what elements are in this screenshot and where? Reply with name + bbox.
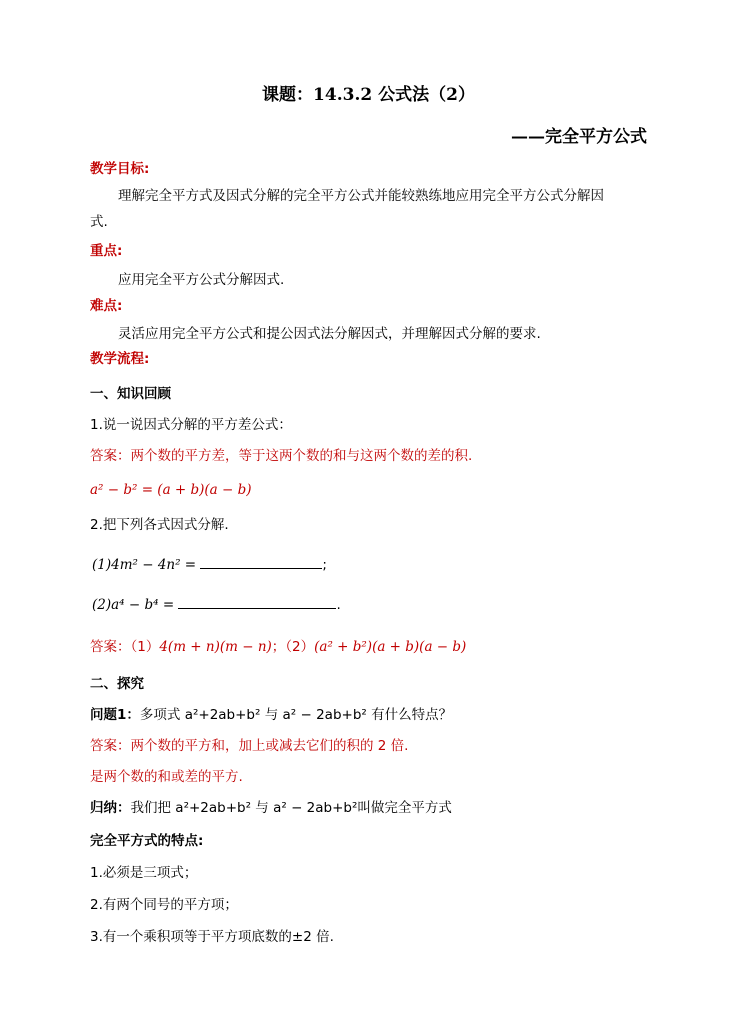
problem-1-label: 问题1： [90,707,140,723]
key-point-heading: 重点: [90,243,123,259]
feature-2: 2.有两个同号的平方项； [90,897,238,913]
features-heading: 完全平方式的特点: [90,833,204,849]
summary-label: 归纳： [90,800,131,816]
answer-2-part-1: 4(m + n)(m − n) [159,639,272,655]
goals-heading: 教学目标: [90,161,150,177]
answer-2-separator: ；（2） [271,639,315,655]
goals-text-line1: 理解完全平方式及因式分解的完全平方公式并能较熟练地应用完全平方公式分解因 [118,188,604,204]
answer-1-formula: a² − b² = (a + b)(a − b) [90,482,252,498]
page-subtitle: ——完全平方公式 [511,127,647,147]
process-heading: 教学流程: [90,351,150,367]
problem-1 [90,706,452,724]
summary [90,799,452,817]
answer-1: 答案：两个数的平方差，等于这两个数的和与这两个数的差的积. [90,448,473,464]
question-2-part-1 [92,556,327,574]
question-1: 1.说一说因式分解的平方差公式： [90,417,292,433]
question-2-part-2-end: . [336,597,341,613]
answer-blank-1[interactable] [200,556,322,569]
difficulty-heading: 难点: [90,298,123,314]
question-2: 2.把下列各式因式分解. [90,517,229,533]
problem-1-answer-line1: 答案：两个数的平方和，加上或减去它们的积的 2 倍. [90,738,409,754]
answer-2 [90,638,466,656]
summary-text: 我们把 a²+2ab+b² 与 a² − 2ab+b²叫做完全平方式 [130,800,452,816]
question-2-part-1-end: ; [322,557,327,573]
question-2-part-1-expr: (1)4m² − 4n² = [92,557,197,573]
answer-2-part-2: (a² + b²)(a + b)(a − b) [314,639,467,655]
question-2-part-2 [92,596,341,614]
feature-3: 3.有一个乘积项等于平方项底数的±2 倍. [90,929,334,945]
goals-text-line2: 式. [90,214,108,230]
problem-1-answer-line2: 是两个数的和或差的平方. [90,769,243,785]
section1-heading: 一、知识回顾 [90,386,171,402]
page-title: 课题：14.3.2 公式法（2） [262,85,475,105]
key-point-text: 应用完全平方公式分解因式. [118,272,285,288]
answer-2-label: 答案：（1） [90,639,160,655]
answer-blank-2[interactable] [178,596,336,609]
problem-1-text: 多项式 a²+2ab+b² 与 a² − 2ab+b² 有什么特点？ [139,707,453,723]
difficulty-text: 灵活应用完全平方公式和提公因式法分解因式，并理解因式分解的要求. [118,326,541,342]
feature-1: 1.必须是三项式； [90,865,198,881]
question-2-part-2-expr: (2)a⁴ − b⁴ = [92,597,175,613]
section2-heading: 二、探究 [90,676,144,692]
